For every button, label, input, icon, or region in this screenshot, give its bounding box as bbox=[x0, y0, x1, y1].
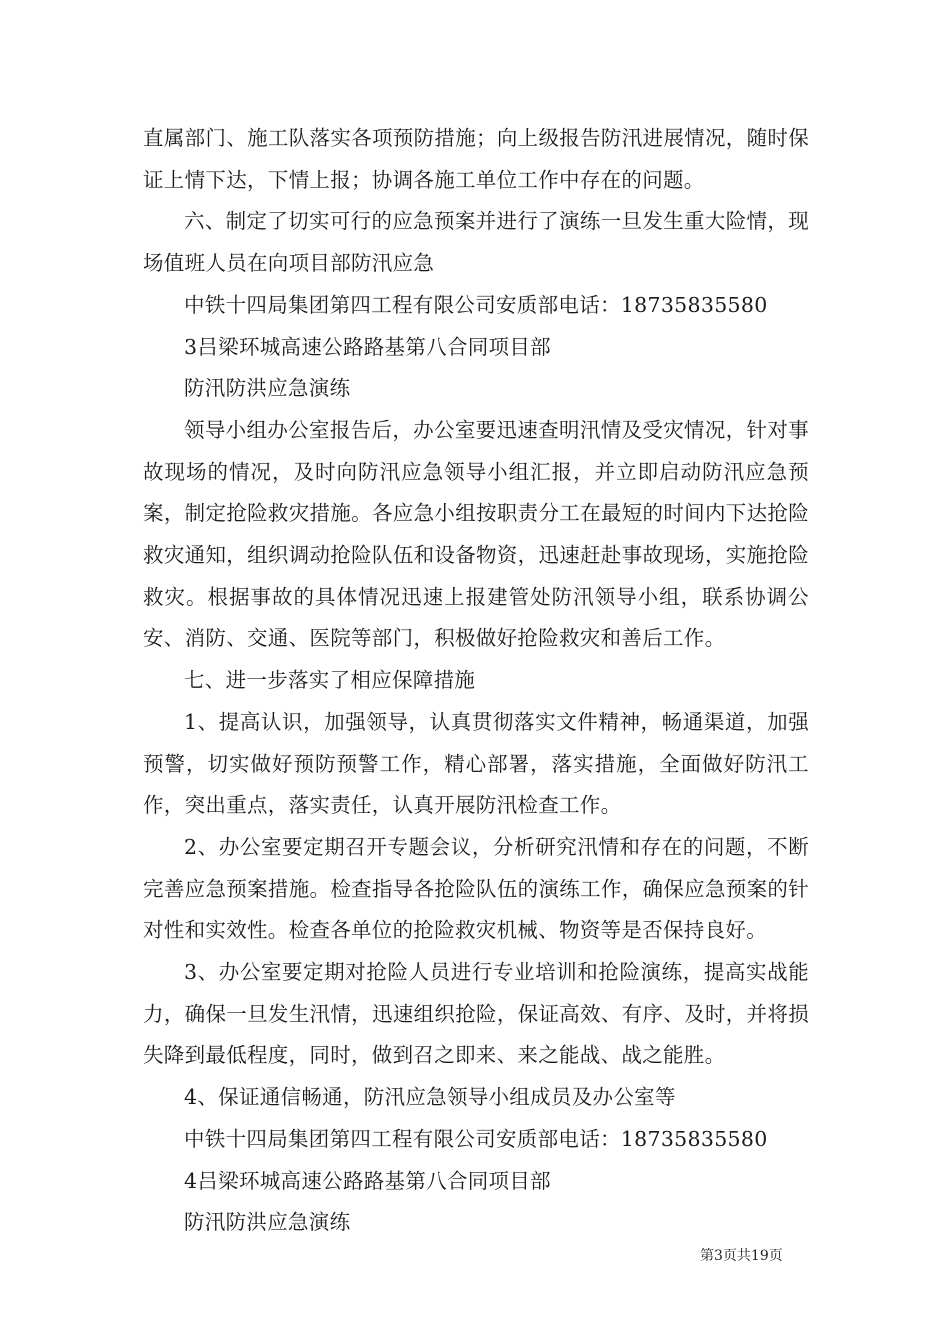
paragraph-project-department: 3吕梁环城高速公路路基第八合同项目部 bbox=[184, 334, 551, 359]
paragraph-continuation: 直属部门、施工队落实各项预防措施；向上级报告防汛进展情况，随时保证上情下达，下情上报；协调各施工单位工作中存在的问题。 bbox=[143, 126, 809, 192]
paragraph-section-seven: 七、进一步落实了相应保障措施 bbox=[184, 668, 476, 693]
paragraph-drill-title-2: 防汛防洪应急演练 bbox=[184, 1210, 351, 1235]
paragraph-measure-2: 2、办公室要定期召开专题会议，分析研究汛情和存在的问题，不断完善应急预案措施。检查指导各抢险队伍的演练工作，确保应急预案的针对性和实效性。检查各单位的抢险救灾机械、物资等是否保持良好。 bbox=[143, 834, 809, 943]
paragraph-project-department-2: 4吕梁环城高速公路路基第八合同项目部 bbox=[184, 1168, 551, 1193]
paragraph-contact-phone-2: 中铁十四局集团第四工程有限公司安质部电话：18735835580 bbox=[184, 1126, 768, 1151]
paragraph-section-six: 六、制定了切实可行的应急预案并进行了演练一旦发生重大险情，现场值班人员在向项目部防汛应急 bbox=[143, 209, 809, 276]
paragraph-office-report: 领导小组办公室报告后，办公室要迅速查明汛情及受灾情况，针对事故现场的情况，及时向防汛应急领导小组汇报，并立即启动防汛应急预案，制定抢险救灾措施。各应急小组按职责分工在最短的时间内下达抢险救灾通知，组织调动抢险队伍和设备物资，迅速赶赴事故现场，实施抢险救灾。根据事故的具体情况迅速上报建管处防汛领导小组，联系协调公安、消防、交通、医院等部门，积极做好抢险救灾和善后工作。 bbox=[143, 417, 809, 651]
paragraph-measure-3: 3、办公室要定期对抢险人员进行专业培训和抢险演练，提高实战能力，确保一旦发生汛情，迅速组织抢险，保证高效、有序、及时，并将损失降到最低程度，同时，做到召之即来、来之能战、战之能胜。 bbox=[143, 960, 809, 1068]
paragraph-contact-phone: 中铁十四局集团第四工程有限公司安质部电话：18735835580 bbox=[184, 292, 768, 317]
paragraph-measure-4: 4、保证通信畅通，防汛应急领导小组成员及办公室等 bbox=[184, 1085, 676, 1110]
paragraph-measure-1: 1、提高认识，加强领导，认真贯彻落实文件精神，畅通渠道，加强预警，切实做好预防预警工作，精心部署，落实措施，全面做好防汛工作，突出重点，落实责任，认真开展防汛检查工作。 bbox=[143, 709, 809, 818]
paragraph-drill-title: 防汛防洪应急演练 bbox=[184, 376, 351, 401]
page-number-footer: 第3页共19页 bbox=[700, 1248, 783, 1264]
document-body bbox=[143, 118, 809, 1244]
